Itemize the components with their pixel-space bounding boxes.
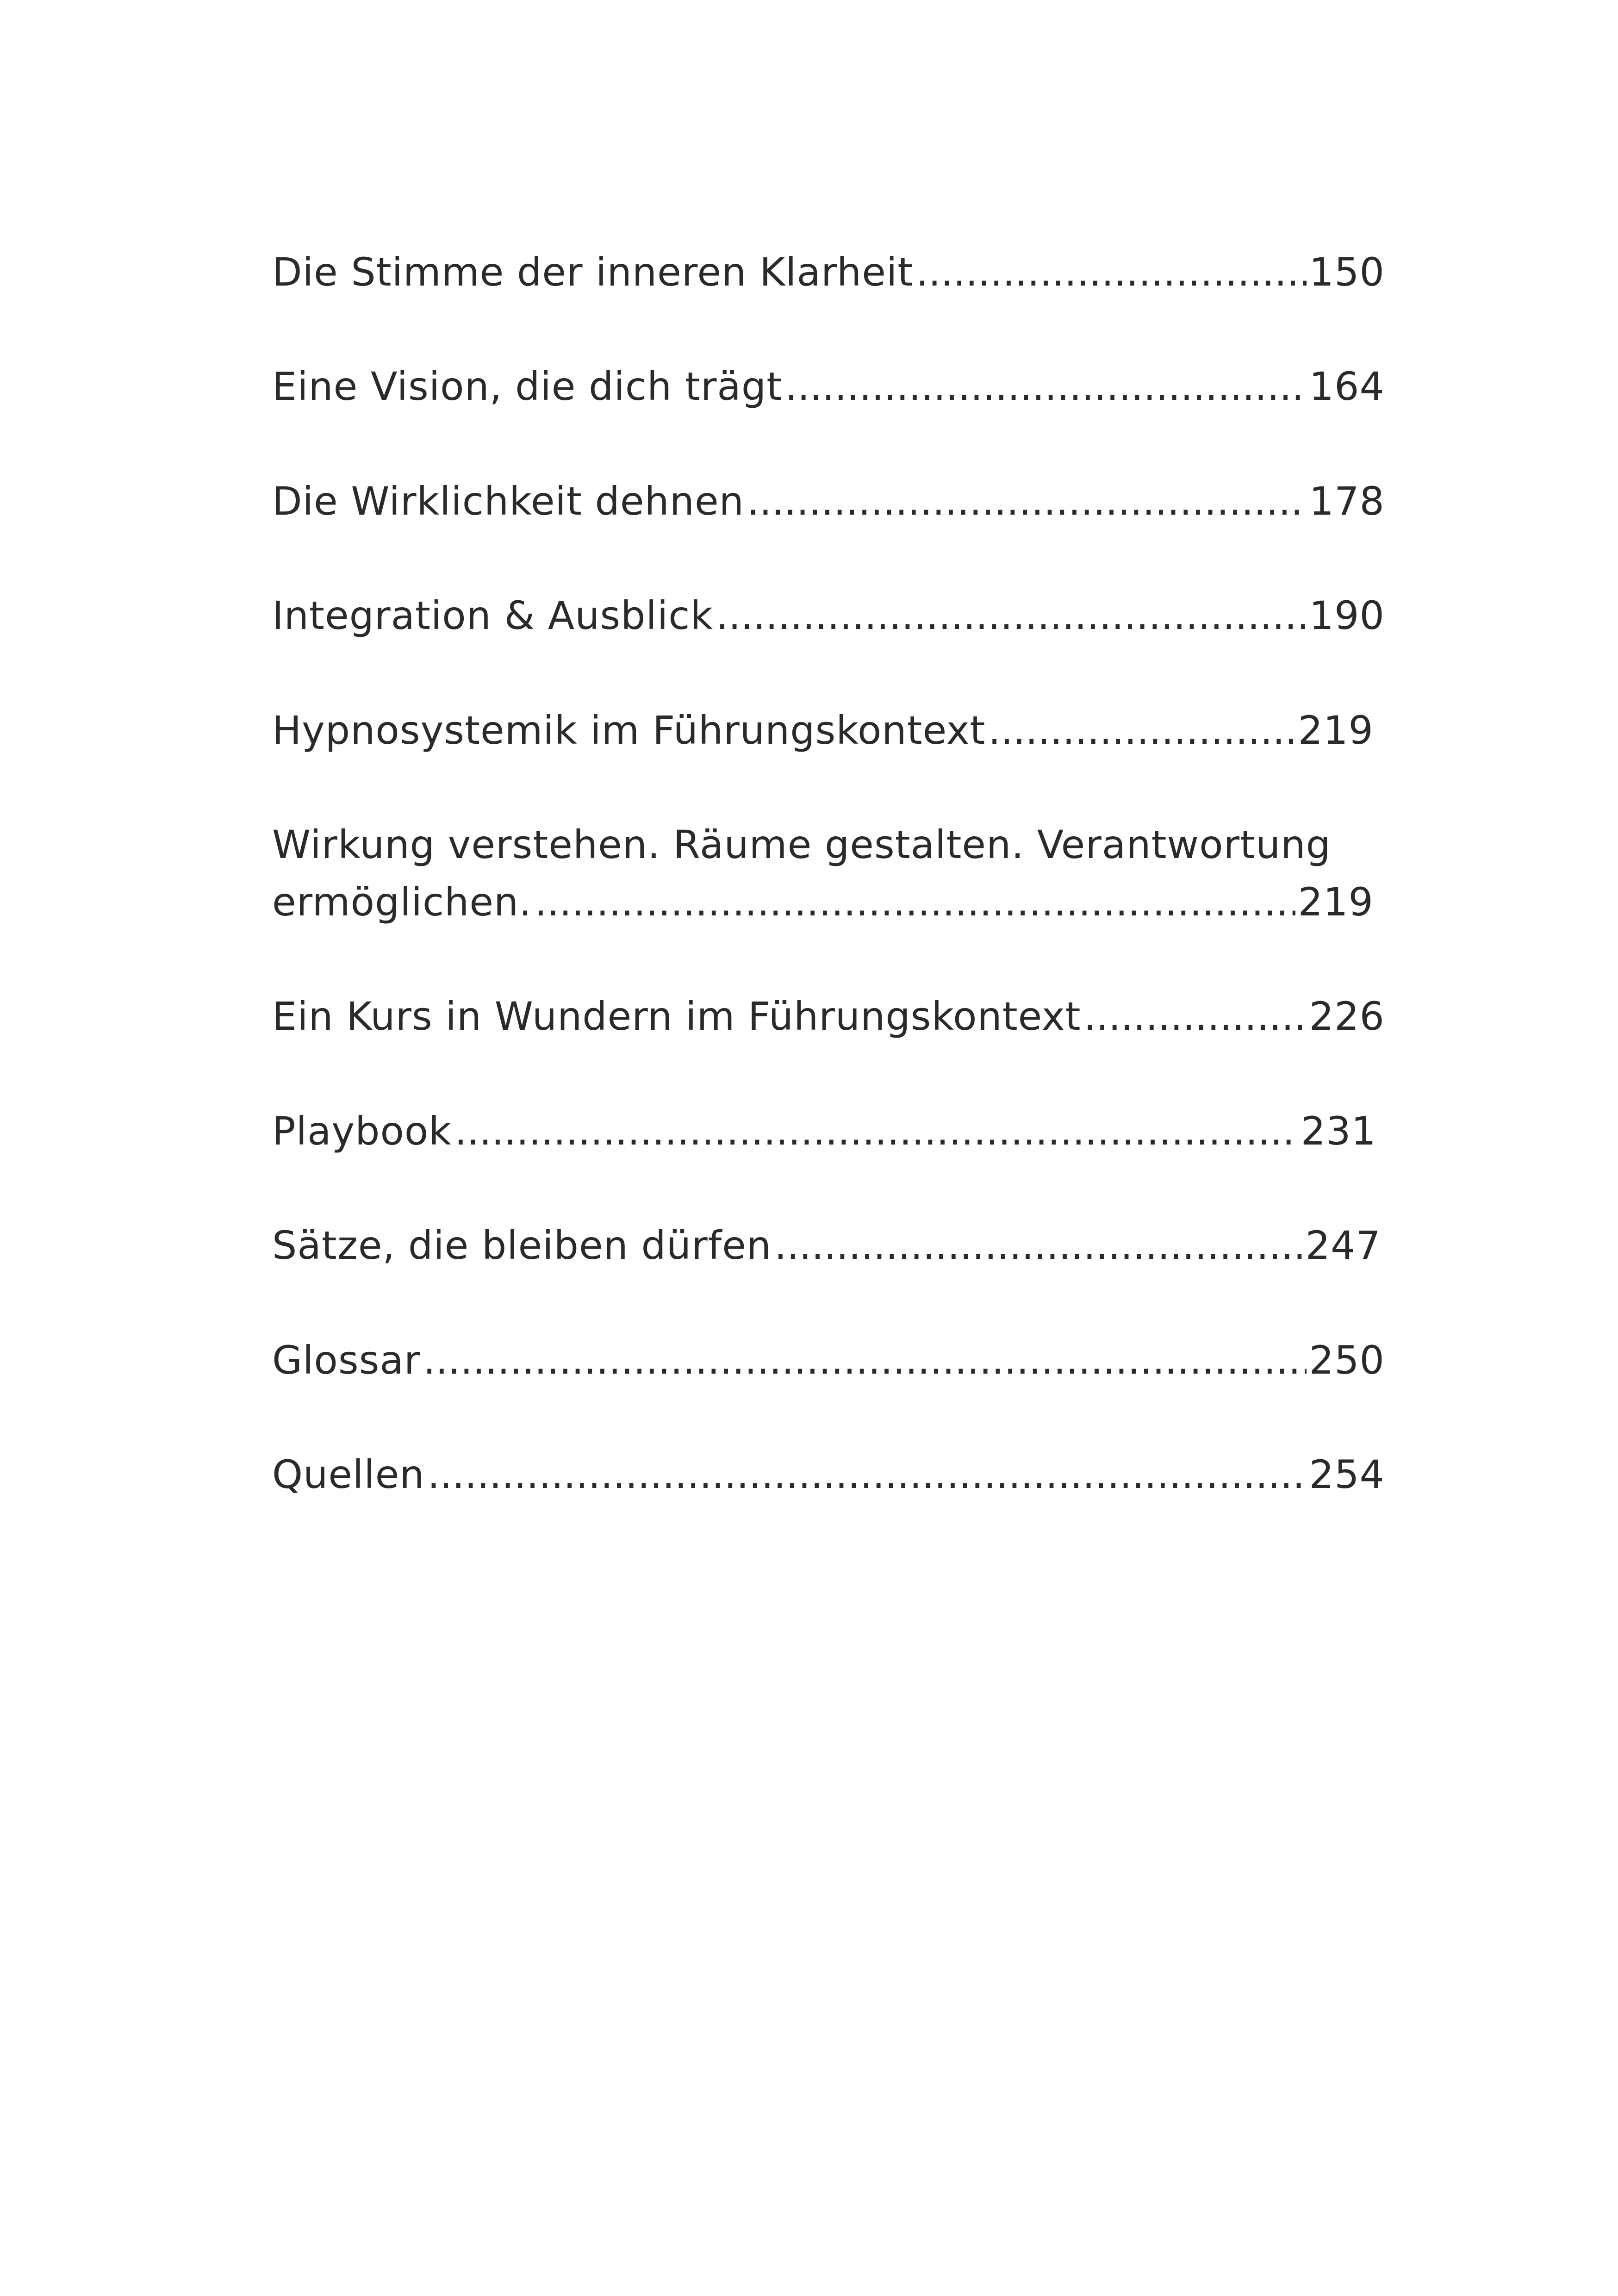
toc-entry-title: Glossar bbox=[272, 1338, 421, 1383]
toc-page-number: 250 bbox=[1309, 1338, 1385, 1383]
toc-page-number: 190 bbox=[1309, 593, 1385, 638]
dot-leader bbox=[785, 358, 1307, 415]
toc-entry-title-line2: ermöglichen. bbox=[272, 879, 532, 925]
toc-entry[interactable] bbox=[272, 358, 1385, 415]
toc-entry-title: Hypnosystemik im Führungskontext bbox=[272, 708, 986, 753]
dot-leader bbox=[1084, 988, 1307, 1045]
toc-page-number: 231 bbox=[1301, 1108, 1376, 1154]
toc-entry-title: Sätze, die bleiben dürfen bbox=[272, 1223, 772, 1268]
dot-leader bbox=[423, 1332, 1306, 1389]
dot-leader bbox=[988, 702, 1295, 759]
toc-entry[interactable] bbox=[272, 702, 1374, 759]
toc-page-number: 219 bbox=[1298, 708, 1374, 753]
toc-page-number: 178 bbox=[1309, 479, 1385, 524]
toc-page-number: 247 bbox=[1305, 1223, 1381, 1268]
toc-entry-title: Die Wirklichkeit dehnen bbox=[272, 479, 744, 524]
toc-entry[interactable] bbox=[272, 1446, 1385, 1503]
toc-entry-title: Quellen bbox=[272, 1452, 425, 1497]
dot-leader bbox=[747, 473, 1307, 530]
toc-entry[interactable] bbox=[272, 243, 1385, 301]
toc-entry[interactable] bbox=[272, 988, 1385, 1045]
toc-page-number: 150 bbox=[1309, 249, 1385, 295]
toc-entry-title: Integration & Ausblick bbox=[272, 593, 714, 638]
toc-entry-title: Ein Kurs in Wundern im Führungskontext bbox=[272, 994, 1081, 1039]
toc-entry[interactable] bbox=[272, 1332, 1385, 1389]
toc-page-number: 219 bbox=[1298, 879, 1374, 925]
toc-entry[interactable] bbox=[272, 1102, 1376, 1160]
dot-leader bbox=[454, 1102, 1298, 1160]
dot-leader bbox=[428, 1446, 1307, 1503]
toc-entry-title: Die Stimme der inneren Klarheit bbox=[272, 249, 914, 295]
dot-leader bbox=[774, 1217, 1303, 1274]
toc-page-number: 164 bbox=[1309, 364, 1385, 409]
toc-entry[interactable] bbox=[272, 587, 1385, 644]
toc-entry[interactable] bbox=[272, 1217, 1381, 1274]
toc-entry-title: Eine Vision, die dich trägt bbox=[272, 364, 783, 409]
toc-entry[interactable] bbox=[272, 816, 1374, 931]
toc-page-number: 254 bbox=[1309, 1452, 1385, 1497]
dot-leader bbox=[716, 587, 1307, 644]
toc-entry-title: Playbook bbox=[272, 1108, 452, 1154]
toc-page-number: 226 bbox=[1309, 994, 1385, 1039]
dot-leader bbox=[916, 243, 1306, 301]
dot-leader bbox=[535, 873, 1295, 931]
toc-entry-title-line1: Wirkung verstehen. Räume gestalten. Verantwortung bbox=[272, 822, 1331, 867]
toc-entry[interactable] bbox=[272, 473, 1385, 530]
